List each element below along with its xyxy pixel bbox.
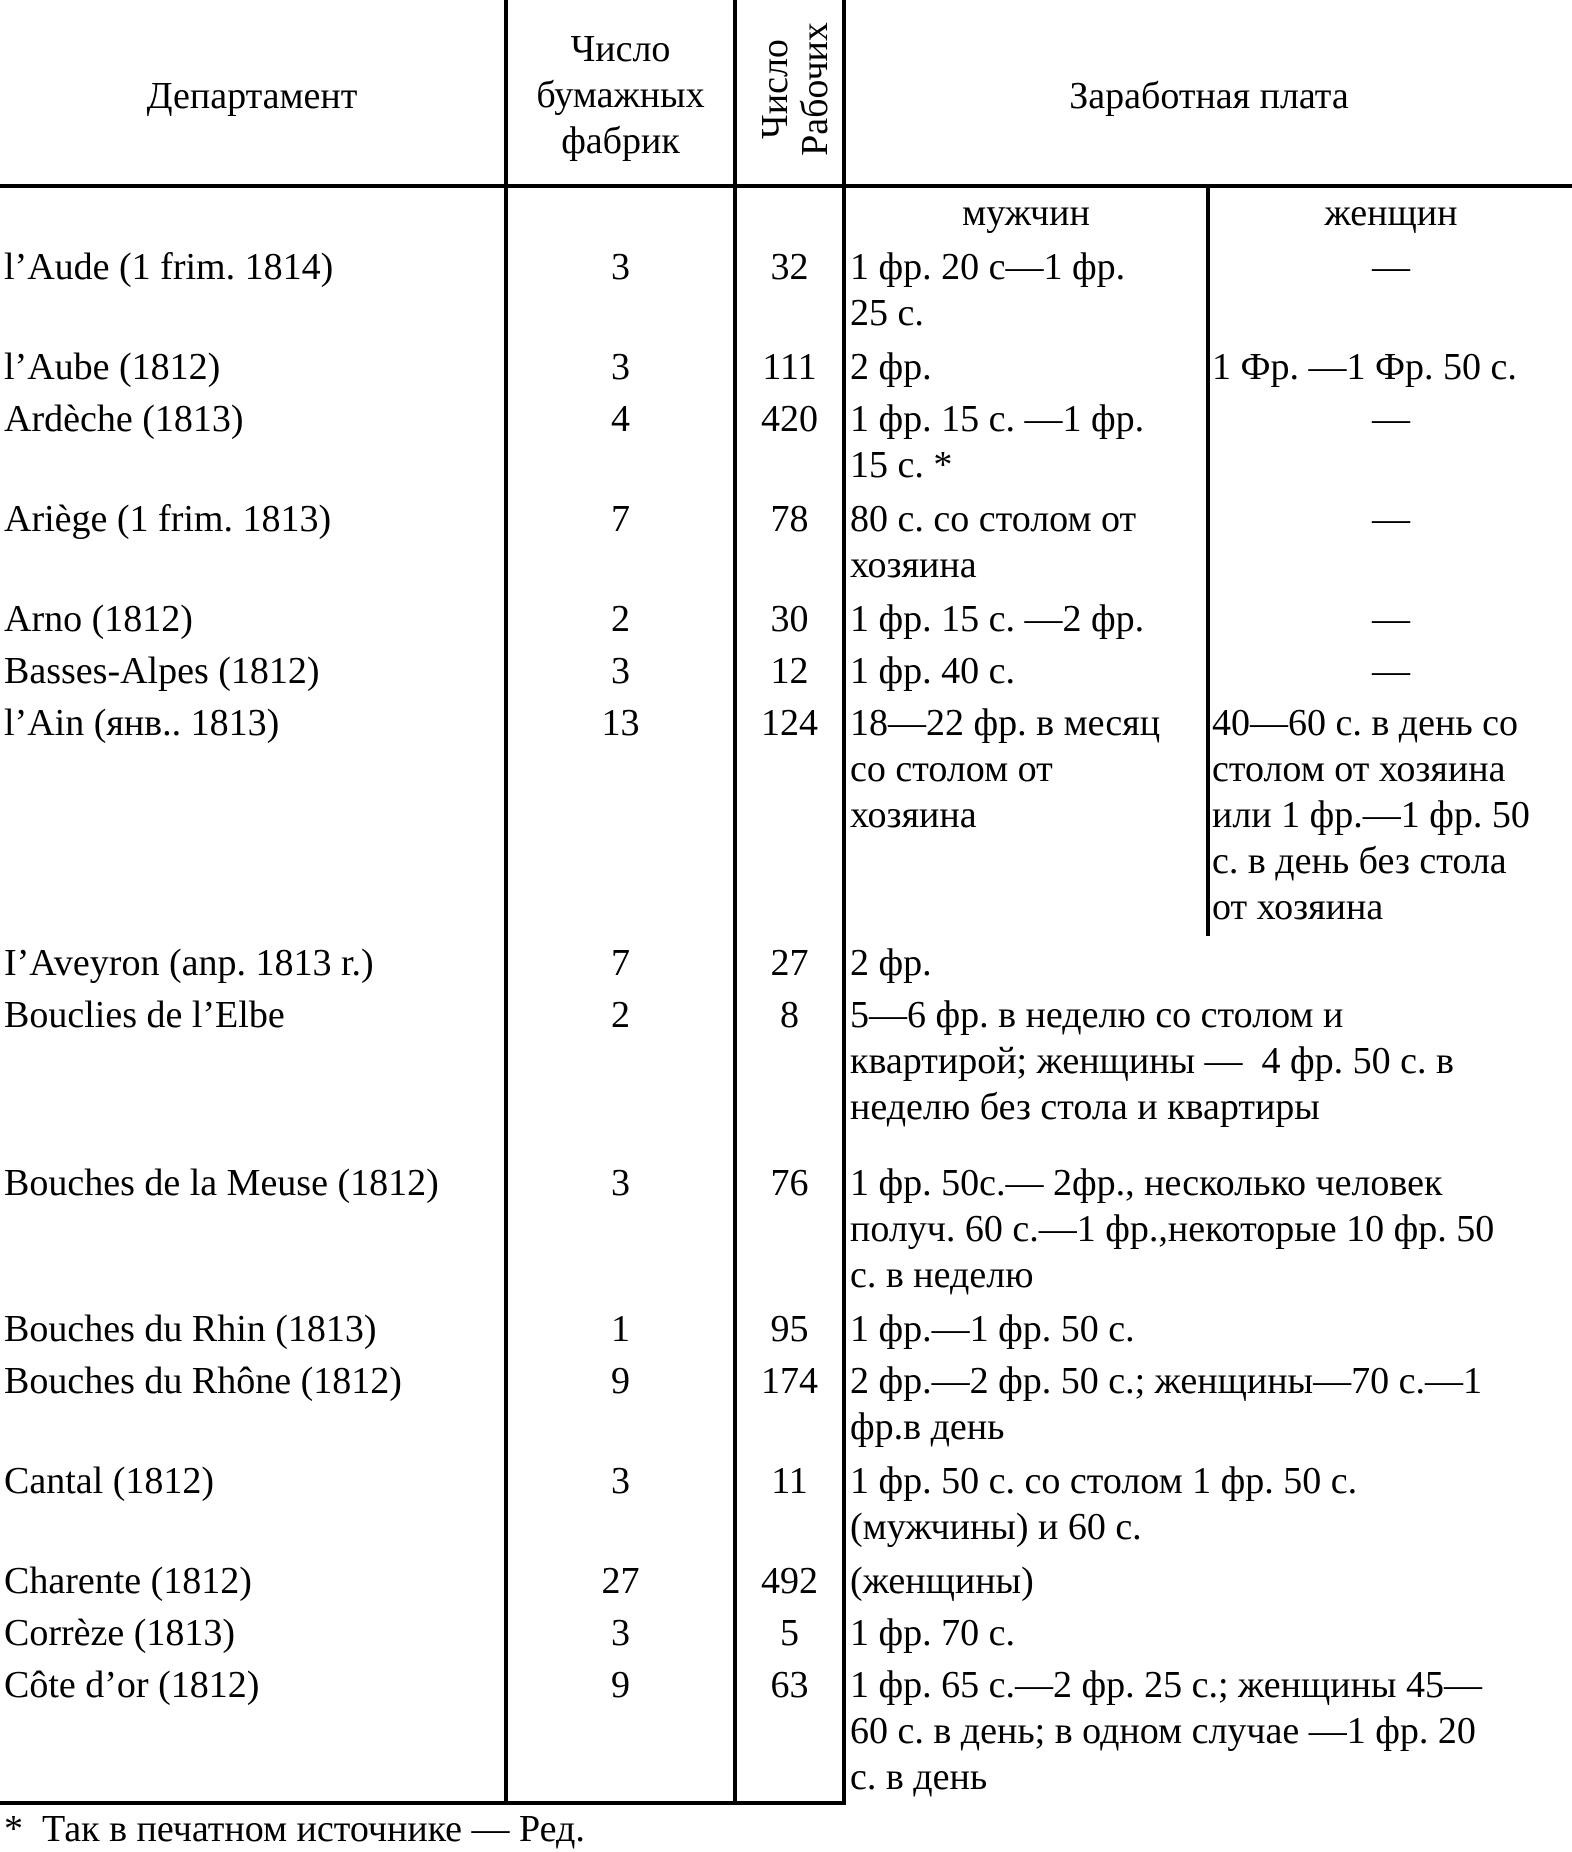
- header-factories-line-3: фабрик: [561, 120, 680, 162]
- header-factories-line-2: бумажных: [536, 74, 705, 116]
- cell-wage-men: (женщины): [850, 1560, 1034, 1602]
- column-divider-3: [842, 0, 846, 1805]
- cell-department: l’Aube (1812): [4, 346, 221, 388]
- cell-wage-men: 18—22 фр. в месяц со столом от хозяина: [850, 702, 1161, 836]
- cell-wage-men: 1 фр.—1 фр. 50 с.: [850, 1308, 1135, 1350]
- cell-wage-men: 1 фр. 65 с.—2 фр. 25 с.; женщины 45— 60 с. в день; в одном случае —1 фр. 20 с. в день: [850, 1664, 1482, 1798]
- cell-workers: 11: [771, 1460, 808, 1502]
- cell-wage-women: —: [1372, 650, 1410, 692]
- header-workers-line-1: Число: [754, 39, 796, 139]
- cell-factories: 3: [611, 346, 630, 388]
- cell-department: Ardèche (1813): [4, 398, 244, 440]
- cell-workers: 5: [780, 1612, 799, 1654]
- cell-factories: 13: [601, 702, 640, 744]
- cell-workers: 63: [770, 1664, 809, 1706]
- cell-workers: 492: [761, 1560, 818, 1602]
- cell-factories: 2: [611, 598, 630, 640]
- cell-workers: 95: [770, 1308, 809, 1350]
- header-factories-line-1: Число: [570, 28, 671, 70]
- cell-factories: 3: [611, 1460, 630, 1502]
- cell-workers: 32: [770, 246, 809, 288]
- cell-factories: 27: [601, 1560, 640, 1602]
- cell-wage-women: —: [1372, 598, 1410, 640]
- header-wages-men: мужчин: [962, 192, 1090, 234]
- cell-wage-women: —: [1372, 246, 1410, 288]
- cell-wage-men: 2 фр.—2 фр. 50 с.; женщины—70 с.—1 фр.в день: [850, 1360, 1482, 1448]
- cell-wage-men: 5—6 фр. в неделю со столом и квартирой; женщины — 4 фр. 50 с. в неделю без стола и квартиры: [850, 994, 1454, 1128]
- header-workers-line-2: Рабочих: [794, 22, 836, 156]
- table-bottom-rule: [0, 1801, 846, 1805]
- cell-wage-men: 1 фр. 15 с. —1 фр. 15 с. *: [850, 398, 1145, 486]
- header-wages: Заработная плата: [1069, 75, 1349, 117]
- cell-wage-women: 1 Фр. —1 Фр. 50 с.: [1212, 346, 1517, 388]
- cell-wage-men: 1 фр. 20 с—1 фр. 25 с.: [850, 246, 1126, 334]
- cell-department: Corrèze (1813): [4, 1612, 236, 1654]
- cell-wage-men: 1 фр. 50 с. со столом 1 фр. 50 с. (мужчины) и 60 с.: [850, 1460, 1358, 1548]
- cell-wage-men: 80 с. со столом от хозяина: [850, 498, 1137, 586]
- cell-wage-men: 1 фр. 15 с. —2 фр.: [850, 598, 1145, 640]
- cell-factories: 9: [611, 1360, 630, 1402]
- cell-workers: 12: [770, 650, 809, 692]
- cell-factories: 3: [611, 650, 630, 692]
- cell-workers: 27: [770, 942, 809, 984]
- header-top-rule: [0, 184, 1572, 188]
- cell-workers: 420: [761, 398, 818, 440]
- cell-factories: 9: [611, 1664, 630, 1706]
- cell-workers: 76: [770, 1162, 809, 1204]
- cell-factories: 7: [611, 942, 630, 984]
- cell-workers: 8: [780, 994, 799, 1036]
- cell-department: Ariège (1 frim. 1813): [4, 498, 332, 540]
- cell-department: Cantal (1812): [4, 1460, 215, 1502]
- cell-department: Côte d’or (1812): [4, 1664, 260, 1706]
- cell-department: l’Ain (янв.. 1813): [4, 702, 280, 744]
- cell-wage-women: —: [1372, 398, 1410, 440]
- cell-department: Bouches du Rhin (1813): [4, 1308, 377, 1350]
- cell-workers: 124: [761, 702, 818, 744]
- cell-workers: 174: [761, 1360, 818, 1402]
- cell-department: I’Aveyron (anp. 1813 r.): [4, 942, 374, 984]
- cell-factories: 3: [611, 1612, 630, 1654]
- cell-wage-men: 2 фр.: [850, 346, 932, 388]
- footnote: * Так в печатном источнике — Ред.: [4, 1808, 585, 1850]
- cell-department: Arno (1812): [4, 598, 193, 640]
- cell-wage-men: 1 фр. 70 с.: [850, 1612, 1015, 1654]
- cell-workers: 78: [770, 498, 809, 540]
- cell-department: Bouches de la Meuse (1812): [4, 1162, 439, 1204]
- cell-department: Charente (1812): [4, 1560, 252, 1602]
- cell-wage-women: —: [1372, 498, 1410, 540]
- cell-department: Bouclies de l’Elbe: [4, 994, 285, 1036]
- cell-factories: 3: [611, 1162, 630, 1204]
- cell-factories: 4: [611, 398, 630, 440]
- cell-wage-men: 1 фр. 40 с.: [850, 650, 1015, 692]
- cell-workers: 111: [762, 346, 817, 388]
- cell-factories: 3: [611, 246, 630, 288]
- column-divider-men-women: [1206, 184, 1210, 936]
- cell-department: l’Aude (1 frim. 1814): [4, 246, 334, 288]
- cell-factories: 7: [611, 498, 630, 540]
- cell-factories: 2: [611, 994, 630, 1036]
- cell-wage-men: 2 фр.: [850, 942, 932, 984]
- cell-wage-men: 1 фр. 50с.— 2фр., несколько человек получ. 60 с.—1 фр.,некоторые 10 фр. 50 с. в неделю: [850, 1162, 1495, 1296]
- cell-department: Basses-Alpes (1812): [4, 650, 320, 692]
- cell-department: Bouches du Rhône (1812): [4, 1360, 402, 1402]
- header-wages-women: женщин: [1324, 192, 1458, 234]
- cell-wage-women: 40—60 с. в день со столом от хозяина или 1 фр.—1 фр. 50 с. в день без стола от хозяина: [1212, 702, 1530, 928]
- header-department: Департамент: [146, 75, 358, 117]
- cell-factories: 1: [611, 1308, 630, 1350]
- cell-workers: 30: [770, 598, 809, 640]
